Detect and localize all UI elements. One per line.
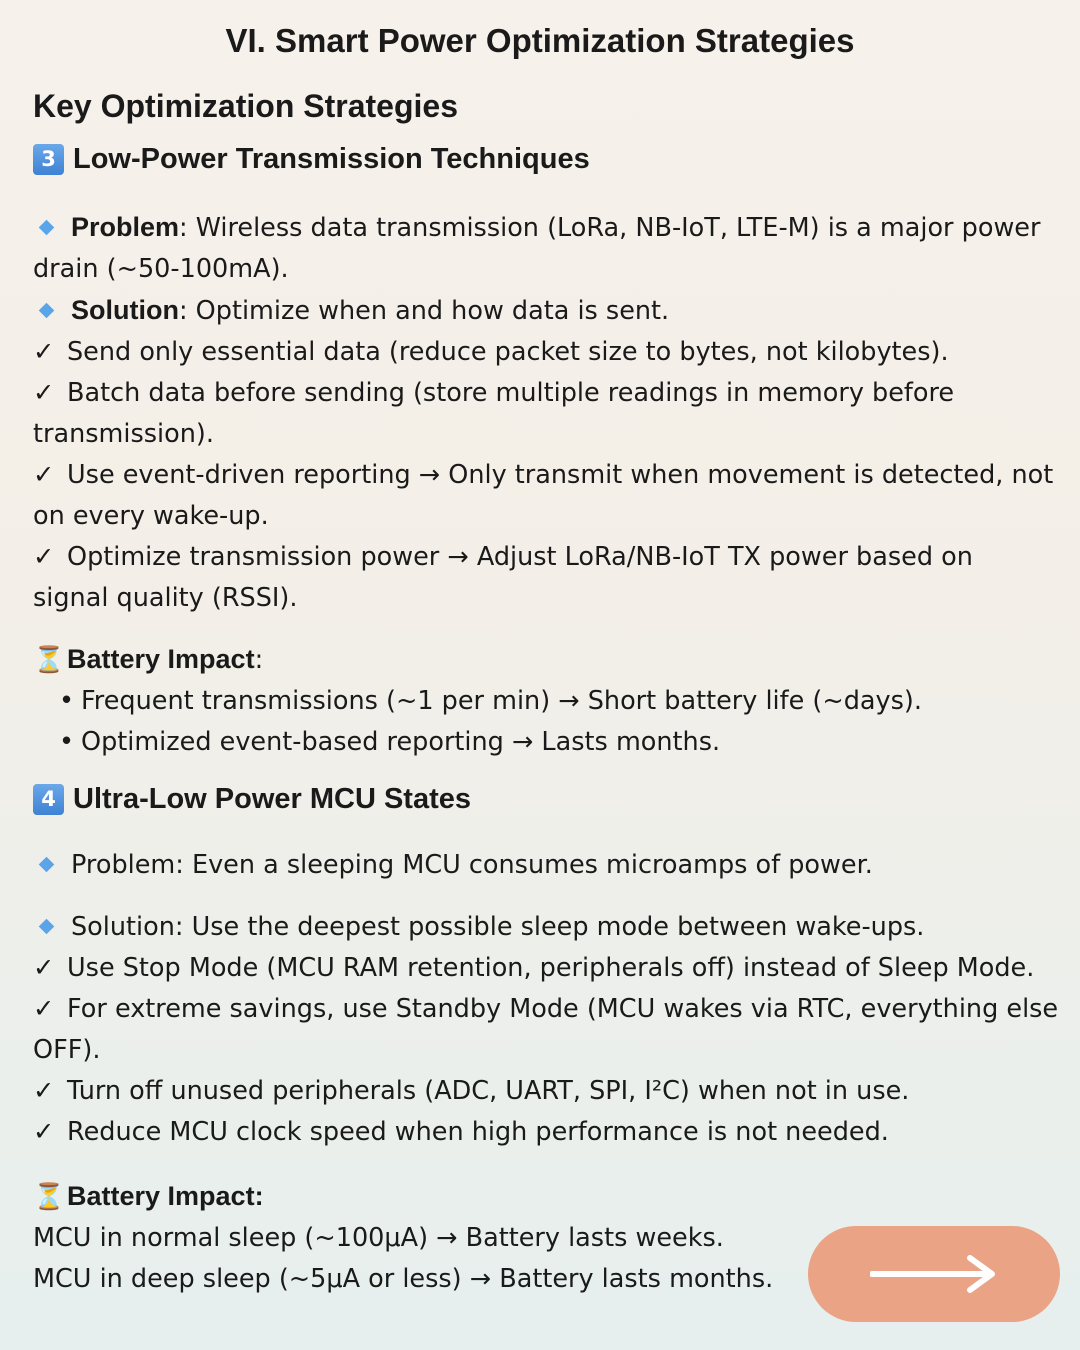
next-button[interactable]: [808, 1226, 1060, 1322]
solution-label: Solution: [71, 295, 179, 325]
section-4-title: Ultra-Low Power MCU States: [73, 783, 471, 815]
check-item: ✓ Batch data before sending (store multiple readings in memory before: [33, 373, 1068, 414]
solution-line: Solution: Use the deepest possible sleep mode between wake-ups.: [33, 907, 1068, 948]
problem-label: Problem: [71, 212, 180, 242]
impact-line: MCU in deep sleep (~5μA or less) → Battery lasts months.: [33, 1264, 774, 1294]
section-3-problem-solution: [33, 207, 1068, 619]
check-item-cont: signal quality (RSSI).: [33, 583, 298, 613]
section-3-impact: [33, 639, 1068, 763]
number-3-icon: 3: [33, 144, 64, 175]
check-icon: ✓: [33, 542, 55, 572]
diamond-icon: [39, 303, 55, 319]
page-title: VI. Smart Power Optimization Strategies: [225, 22, 855, 59]
solution-line: [33, 290, 1068, 332]
check-item: ✓ Reduce MCU clock speed when high performance is not needed.: [33, 1112, 1068, 1153]
check-icon: ✓: [33, 337, 55, 367]
check-icon: ✓: [33, 460, 55, 490]
check-icon: ✓: [33, 378, 55, 408]
check-item-cont: OFF).: [33, 1035, 101, 1065]
diamond-icon: [39, 220, 55, 236]
check-item-cont: on every wake-up.: [33, 501, 269, 531]
check-item: ✓ Use event-driven reporting → Only transmit when movement is detected, not: [33, 455, 1068, 496]
impact-line: MCU in normal sleep (~100μA) → Battery lasts weeks.: [33, 1223, 724, 1253]
impact-heading: ⏳Battery Impact:: [33, 639, 1068, 681]
diamond-icon: [39, 857, 55, 873]
impact-label: Battery Impact: [67, 644, 255, 674]
section-4-problem: [33, 845, 1068, 886]
solution-text: : Optimize when and how data is sent.: [178, 296, 670, 326]
check-icon: ✓: [33, 1117, 55, 1147]
check-icon: ✓: [33, 953, 55, 983]
diamond-icon: [39, 919, 55, 935]
section-heading: Key Optimization Strategies: [33, 88, 458, 124]
check-item: ✓ Optimize transmission power → Adjust LoRa/NB-IoT TX power based on: [33, 537, 1068, 578]
impact-heading: [33, 1176, 1068, 1218]
problem-text: : Wireless data transmission (LoRa, NB-IoT, LTE-M) is a major power: [179, 213, 1041, 243]
check-item: ✓ Turn off unused peripherals (ADC, UART, SPI, I²C) when not in use.: [33, 1071, 1068, 1112]
list-item: • Optimized event-based reporting → Lasts months.: [59, 727, 721, 757]
list-item: • Frequent transmissions (~1 per min) → Short battery life (~days).: [59, 686, 922, 716]
check-item: ✓ For extreme savings, use Standby Mode (MCU wakes via RTC, everything else: [33, 989, 1068, 1030]
check-item: ✓ Send only essential data (reduce packet size to bytes, not kilobytes).: [33, 332, 1068, 373]
problem-line: Problem: Even a sleeping MCU consumes microamps of power.: [33, 845, 1068, 886]
section-4-header: [33, 783, 471, 816]
section-4-solution: [33, 907, 1068, 1153]
section-3-title: Low-Power Transmission Techniques: [73, 143, 590, 175]
check-icon: ✓: [33, 1076, 55, 1106]
problem-line-cont: drain (~50-100mA).: [33, 254, 289, 284]
arrow-right-icon: [870, 1254, 998, 1294]
problem-line: [33, 207, 1068, 249]
check-item: ✓ Use Stop Mode (MCU RAM retention, peripherals off) instead of Sleep Mode.: [33, 948, 1068, 989]
hourglass-icon: ⏳: [33, 1182, 65, 1212]
check-item-cont: transmission).: [33, 419, 214, 449]
section-3-header: [33, 143, 590, 176]
hourglass-icon: ⏳: [33, 645, 65, 675]
check-icon: ✓: [33, 994, 55, 1024]
impact-label: Battery Impact:: [67, 1181, 264, 1211]
number-4-icon: 4: [33, 784, 64, 815]
